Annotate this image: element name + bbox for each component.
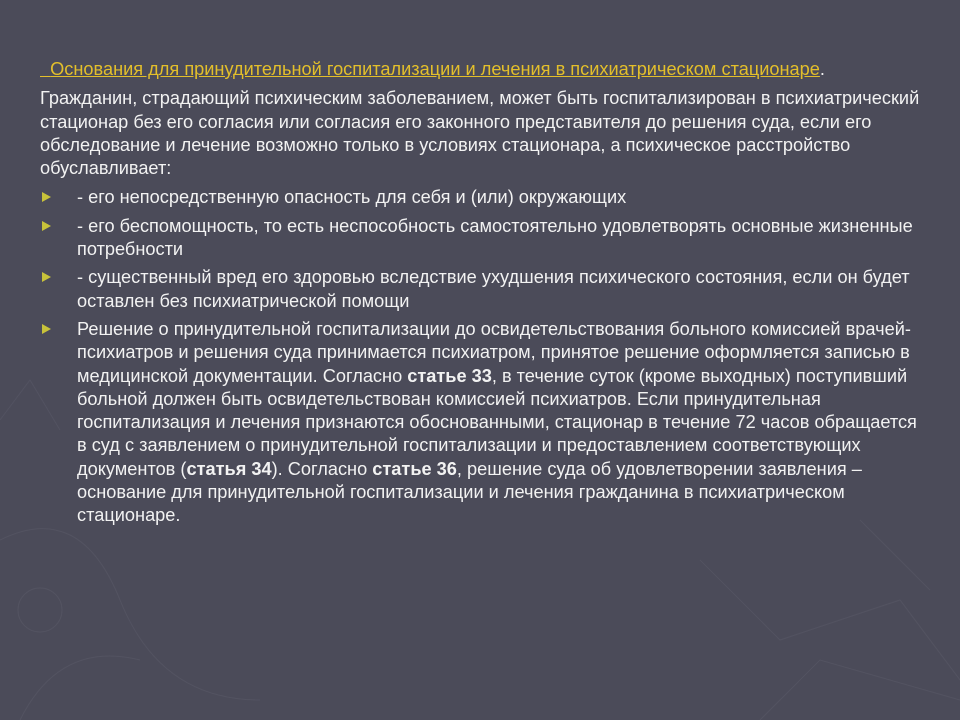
bullet-list xyxy=(40,186,920,527)
article-33-ref: статье 33 xyxy=(407,365,492,386)
list-item xyxy=(40,186,920,209)
text-segment: Решение о принудительной госпитализации до освидетельствования больного комиссией врачей-психиатров и решения суда принимается психиатром, принятое решение оформляется записью в медицинской документации. Согласно xyxy=(77,318,911,386)
bullet-text: - существенный вред его здоровью вследствие ухудшения психического состояния, если он будет оставлен без психиатрической помощи xyxy=(77,267,910,311)
text-segment: , решение суда об удовлетворении заявления – основание для принудительной госпитализации и лечения гражданина в психиатрическом стационаре. xyxy=(77,458,862,526)
bullet-text: - его непосредственную опасность для себя и (или) окружающих xyxy=(77,187,627,208)
list-item xyxy=(40,215,920,262)
list-item xyxy=(40,266,920,313)
text-segment: , в течение суток (кроме выходных) поступивший больной должен быть освидетельствован комиссией психиатров. Если принудительная госпитализация и лечения признаются обоснованными, стационар в течение 72 часов обращается в суд с заявлением о принудительной госпитализации и предоставлением соответствующих документов ( xyxy=(77,365,917,479)
intro-paragraph: Гражданин, страдающий психическим заболеванием, может быть госпитализирован в психиатрический стационар без его согласия или согласия его законного представителя до решения суда, если его обследование и лечение возможно только в условиях стационара, а психическое расстройство обуславливает: xyxy=(40,88,920,179)
bullet-text-long xyxy=(77,319,917,525)
article-34-ref: статья 34 xyxy=(186,458,272,479)
text-segment: ). Согласно xyxy=(271,458,373,479)
article-36-ref: статье 36 xyxy=(372,458,457,479)
triangle-bullet-icon xyxy=(42,192,51,202)
title-link[interactable]: Основания для принудительной госпитализации и лечения в психиатрическом стационаре xyxy=(40,59,820,79)
triangle-bullet-icon xyxy=(42,272,51,282)
title-trailing: . xyxy=(819,59,825,79)
slide-content xyxy=(40,58,920,533)
list-item xyxy=(40,318,920,528)
triangle-bullet-icon xyxy=(42,324,51,334)
bullet-text: - его беспомощность, то есть неспособность самостоятельно удовлетворять основные жизненные потребности xyxy=(77,215,913,260)
triangle-bullet-icon xyxy=(42,221,51,231)
slide-title xyxy=(40,58,920,81)
